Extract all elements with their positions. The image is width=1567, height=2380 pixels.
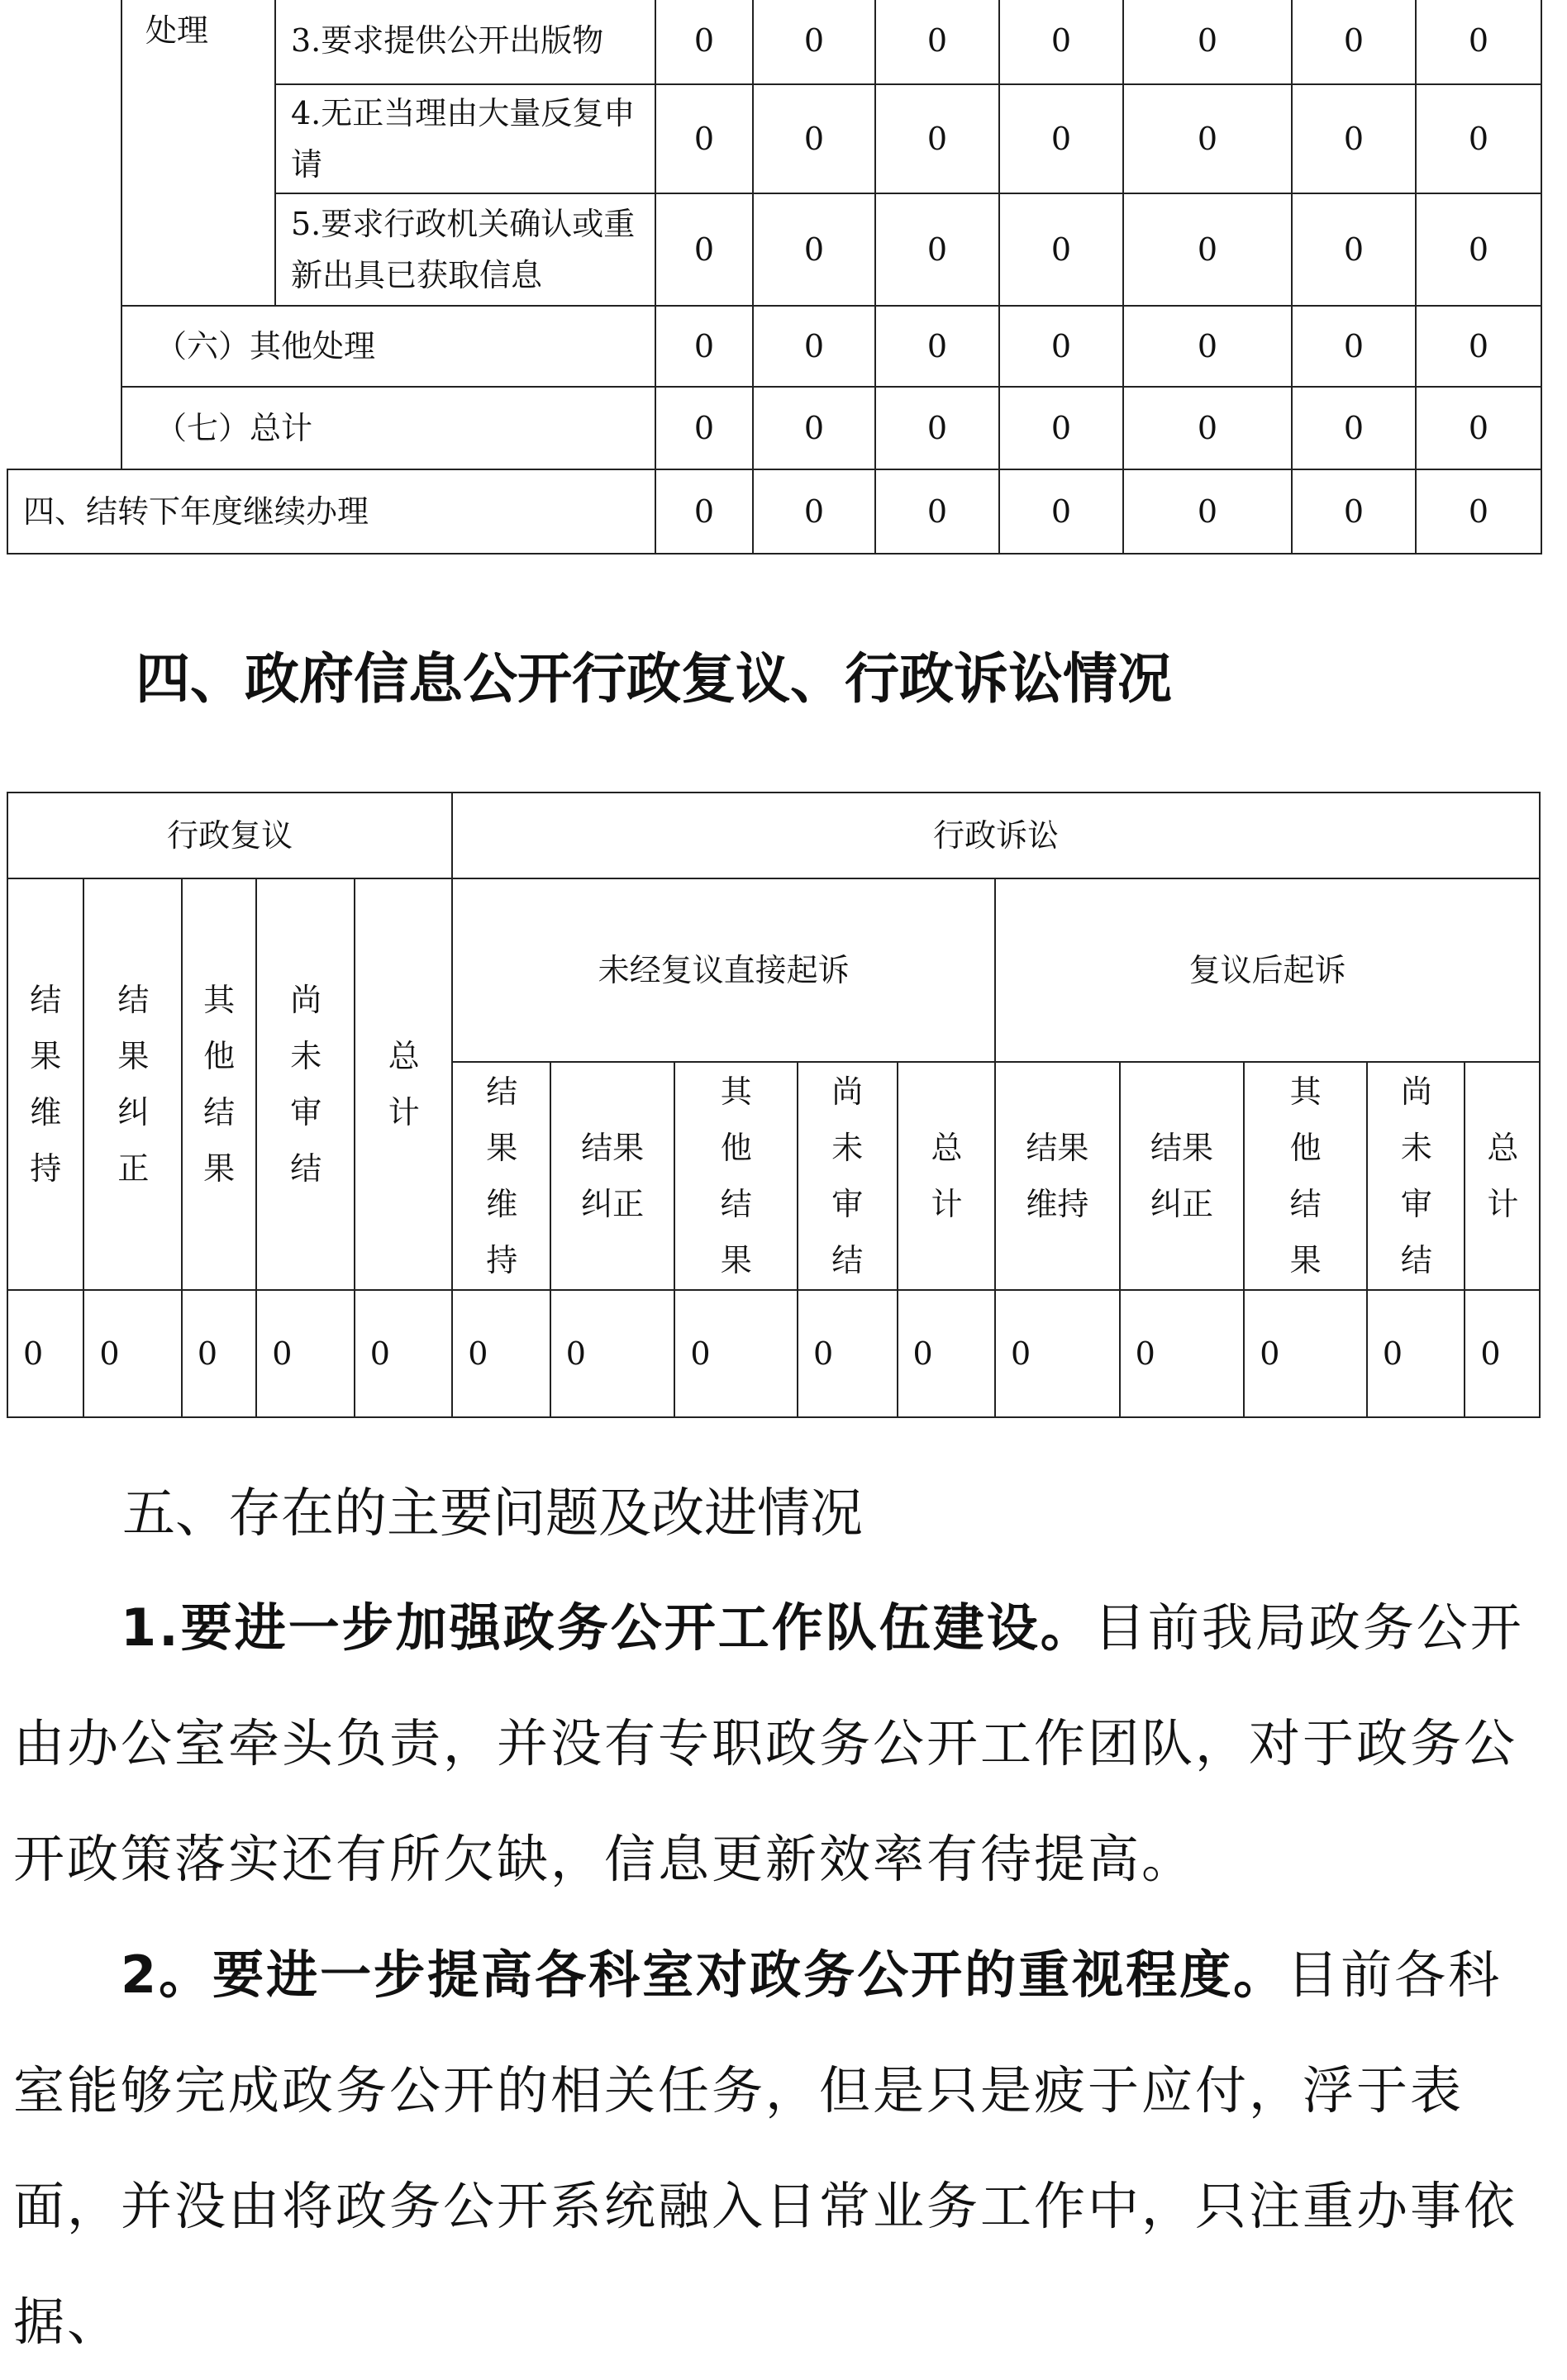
review-col-4: 总计 <box>355 878 453 1290</box>
table-cell: 0 <box>1416 469 1541 554</box>
paragraph-2-body: 目前各科室能够完成政务公开的相关任务，但是只是疲于应付，浮于表面，并没由将政务公开系统融入日常业务工作中，只注重办事依据、 <box>13 1944 1518 2352</box>
after-col-2: 其他结果 <box>1244 1062 1367 1290</box>
table-cell: 0 <box>753 306 875 387</box>
table-cell: 0 <box>1416 193 1541 306</box>
table-cell: 0 <box>875 387 999 469</box>
row-label: 3.要求提供公开出版物 <box>275 0 655 84</box>
table-cell: 0 <box>875 0 999 84</box>
admin-review-header: 行政复议 <box>7 793 452 878</box>
table-cell: 0 <box>1123 306 1292 387</box>
table-cell: 0 <box>7 1290 83 1417</box>
table-cell: 0 <box>182 1290 256 1417</box>
table-cell: 0 <box>1292 0 1416 84</box>
table-cell: 0 <box>1416 84 1541 193</box>
table-cell: 0 <box>995 1290 1120 1417</box>
section-5-title: 五、存在的主要问题及改进情况 <box>122 1483 863 1545</box>
after-col-4: 总计 <box>1465 1062 1540 1290</box>
after-col-0: 结果维持 <box>995 1062 1120 1290</box>
table-cell: 0 <box>655 193 753 306</box>
paragraph-1-lead: 1.要进一步加强政务公开工作队伍建设。 <box>121 1597 1094 1658</box>
table-cell: 0 <box>1416 306 1541 387</box>
table-cell: 0 <box>655 469 753 554</box>
direct-col-2: 其他结果 <box>674 1062 798 1290</box>
table-cell: 0 <box>1123 469 1292 554</box>
table-cell: 0 <box>1416 387 1541 469</box>
table-cell: 0 <box>898 1290 996 1417</box>
handling-category-label: 处理 <box>121 0 275 306</box>
table-cell: 0 <box>1292 387 1416 469</box>
table-cell: 0 <box>1292 306 1416 387</box>
direct-col-1: 结果纠正 <box>550 1062 675 1290</box>
row-label: （七）总计 <box>121 387 655 469</box>
table-cell: 0 <box>875 469 999 554</box>
outer-category-cell <box>7 0 121 469</box>
table-cell: 0 <box>753 193 875 306</box>
after-col-3: 尚未审结 <box>1367 1062 1465 1290</box>
table-cell: 0 <box>753 387 875 469</box>
table-cell: 0 <box>1367 1290 1465 1417</box>
table-cell: 0 <box>753 84 875 193</box>
table-cell: 0 <box>999 387 1123 469</box>
table-cell: 0 <box>875 306 999 387</box>
table-cell: 0 <box>550 1290 675 1417</box>
table-cell: 0 <box>1123 193 1292 306</box>
direct-suit-header: 未经复议直接起诉 <box>452 878 995 1062</box>
table-cell: 0 <box>1292 84 1416 193</box>
table-cell: 0 <box>875 193 999 306</box>
table-cell: 0 <box>655 306 753 387</box>
table-cell: 0 <box>999 469 1123 554</box>
review-litigation-table <box>7 792 1541 1418</box>
table-cell: 0 <box>674 1290 798 1417</box>
table-cell: 0 <box>1465 1290 1540 1417</box>
table-cell: 0 <box>1123 84 1292 193</box>
application-handling-table-body <box>7 0 1542 555</box>
review-col-2: 其他结果 <box>182 878 256 1290</box>
table-cell: 0 <box>753 469 875 554</box>
table-cell: 0 <box>798 1290 898 1417</box>
paragraph-1-body: 目前我局政务公开由办公室牵头负责，并没有专职政务公开工作团队，对于政务公开政策落实还有所欠缺，信息更新效率有待提高。 <box>13 1597 1524 1889</box>
row-label: 4.无正当理由大量反复申请 <box>275 84 655 193</box>
paragraph-2-lead: 2。要进一步提高各科室对政务公开的重视程度。 <box>121 1944 1288 2005</box>
review-col-1: 结果纠正 <box>83 878 182 1290</box>
table-cell: 0 <box>655 387 753 469</box>
table-cell: 0 <box>256 1290 355 1417</box>
table-cell: 0 <box>999 84 1123 193</box>
table-cell: 0 <box>1292 193 1416 306</box>
admin-litigation-header: 行政诉讼 <box>452 793 1540 878</box>
direct-col-3: 尚未审结 <box>798 1062 898 1290</box>
review-col-3: 尚未审结 <box>256 878 355 1290</box>
table-cell: 0 <box>83 1290 182 1417</box>
paragraph-2 <box>13 1917 1544 2380</box>
table-cell: 0 <box>452 1290 550 1417</box>
table-cell: 0 <box>1123 387 1292 469</box>
after-review-suit-header: 复议后起诉 <box>995 878 1540 1062</box>
paragraph-1 <box>13 1570 1544 1917</box>
table-cell: 0 <box>875 84 999 193</box>
row-label: 四、结转下年度继续办理 <box>7 469 655 554</box>
section-4-title: 四、政府信息公开行政复议、行政诉讼情况 <box>136 647 1172 711</box>
table-cell: 0 <box>999 306 1123 387</box>
direct-col-4: 总计 <box>898 1062 996 1290</box>
row-label: 5.要求行政机关确认或重新出具已获取信息 <box>275 193 655 306</box>
table-cell: 0 <box>1123 0 1292 84</box>
table-cell: 0 <box>999 0 1123 84</box>
table-cell: 0 <box>1416 0 1541 84</box>
row-label: （六）其他处理 <box>121 306 655 387</box>
table-cell: 0 <box>753 0 875 84</box>
after-col-1: 结果纠正 <box>1120 1062 1245 1290</box>
table-cell: 0 <box>655 84 753 193</box>
table-cell: 0 <box>355 1290 453 1417</box>
review-col-0: 结果维持 <box>7 878 83 1290</box>
table-cell: 0 <box>999 193 1123 306</box>
direct-col-0: 结果维持 <box>452 1062 550 1290</box>
table-cell: 0 <box>655 0 753 84</box>
table-cell: 0 <box>1120 1290 1245 1417</box>
table-cell: 0 <box>1244 1290 1367 1417</box>
table-cell: 0 <box>1292 469 1416 554</box>
